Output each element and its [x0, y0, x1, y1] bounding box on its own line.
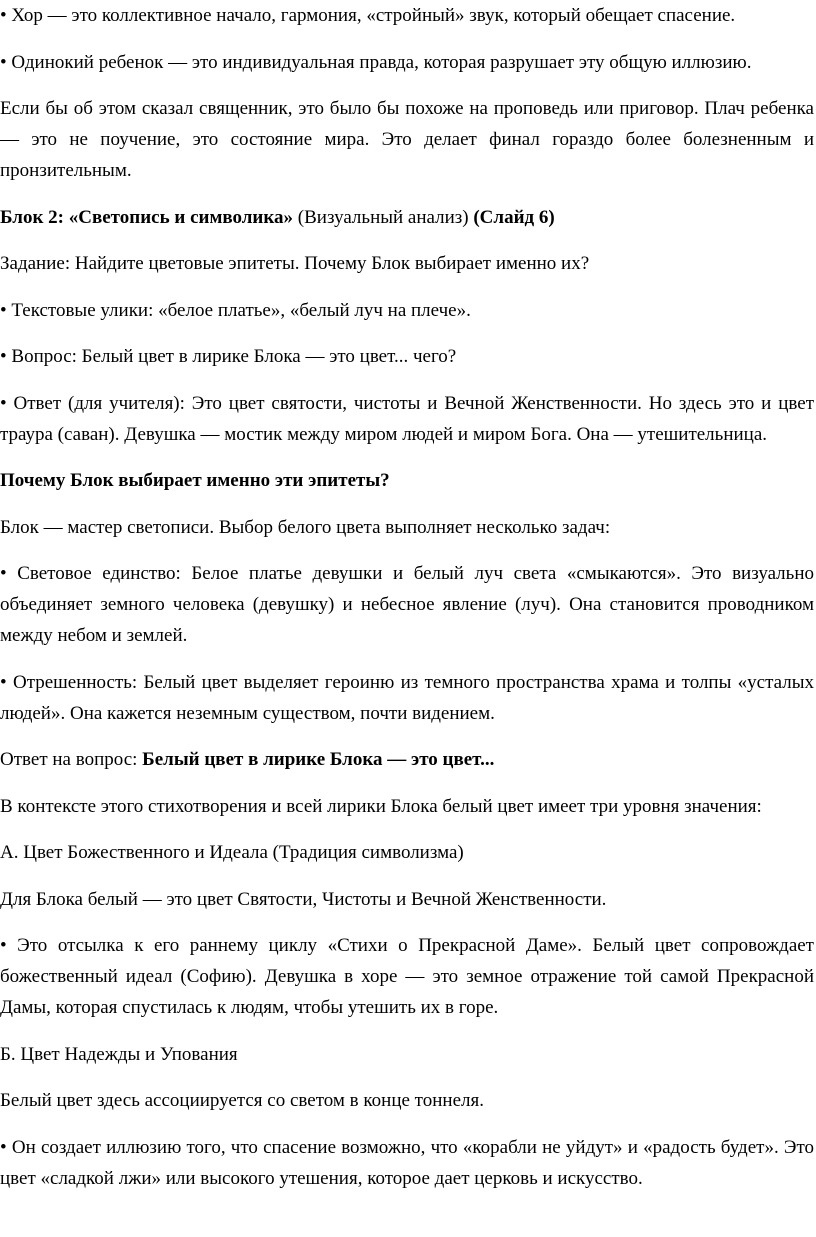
- block-2-title: Блок 2: «Светопись и символика»: [0, 206, 294, 228]
- bullet-illusion: • Он создает иллюзию того, что спасение возможно, что «корабли не уйдут» и «радость будет». Это цвет «сладкой лжи» или высокого утешения, которое дает церковь и искусство.: [0, 1136, 814, 1189]
- section-a-heading: А. Цвет Божественного и Идеала (Традиция символизма): [0, 842, 464, 863]
- bullet-light-unity: • Световое единство: Белое платье девушки и белый луч света «смыкаются». Это визуально объединяет земного человека (девушку) и небесное явление (луч). Она становится проводником между небом и землей.: [0, 563, 814, 646]
- block-2-subtitle: (Визуальный анализ): [293, 206, 474, 228]
- answer-bold: Белый цвет в лирике Блока — это цвет...: [142, 749, 495, 770]
- block-2-slide: (Слайд 6): [473, 206, 555, 228]
- task-paragraph: Задание: Найдите цветовые эпитеты. Почему Блок выбирает именно их?: [0, 253, 590, 274]
- block-2-heading: [0, 202, 814, 233]
- why-epithets-heading: Почему Блок выбирает именно эти эпитеты?: [0, 470, 390, 491]
- bullet-question: • Вопрос: Белый цвет в лирике Блока — это цвет... чего?: [0, 346, 457, 367]
- paragraph-three-levels: В контексте этого стихотворения и всей лирики Блока белый цвет имеет три уровня значения:: [0, 795, 762, 817]
- answer-line: [0, 744, 814, 775]
- paragraph-light-master: Блок — мастер светописи. Выбор белого цвета выполняет несколько задач:: [0, 516, 611, 538]
- bullet-text-evidence: • Текстовые улики: «белое платье», «белый луч на плече».: [0, 299, 471, 321]
- paragraph-priest: Если бы об этом сказал священник, это было бы похоже на проповедь или приговор. Плач ребенка — это не поучение, это состояние мира. Это делает финал гораздо более болезненным и пронзительным.: [0, 98, 814, 181]
- bullet-detachment: • Отрешенность: Белый цвет выделяет героиню из темного пространства храма и толпы «усталых людей». Она кажется неземным существом, почти видением.: [0, 671, 814, 724]
- bullet-lonely-child: • Одинокий ребенок — это индивидуальная правда, которая разрушает эту общую иллюзию.: [0, 51, 752, 73]
- answer-label: Ответ на вопрос:: [0, 749, 143, 770]
- section-b-heading: Б. Цвет Надежды и Упования: [0, 1043, 238, 1065]
- paragraph-holiness: Для Блока белый — это цвет Святости, Чистоты и Вечной Женственности.: [0, 888, 607, 910]
- bullet-teacher-answer: • Ответ (для учителя): Это цвет святости, чистоты и Вечной Женственности. Но здесь это и цвет траура (саван). Девушка — мостик между миром людей и миром Бога. Она — утешительница.: [0, 392, 814, 445]
- paragraph-tunnel: Белый цвет здесь ассоциируется со светом в конце тоннеля.: [0, 1090, 484, 1111]
- bullet-chorus: • Хор — это коллективное начало, гармония, «стройный» звук, который обещает спасение.: [0, 5, 736, 26]
- bullet-beautiful-lady: • Это отсылка к его раннему циклу «Стихи о Прекрасной Даме». Белый цвет сопровождает божественный идеал (Софию). Девушка в хоре — это земное отражение той самой Прекрасной Дамы, которая спустилась к людям, чтобы утешить их в горе.: [0, 935, 814, 1018]
